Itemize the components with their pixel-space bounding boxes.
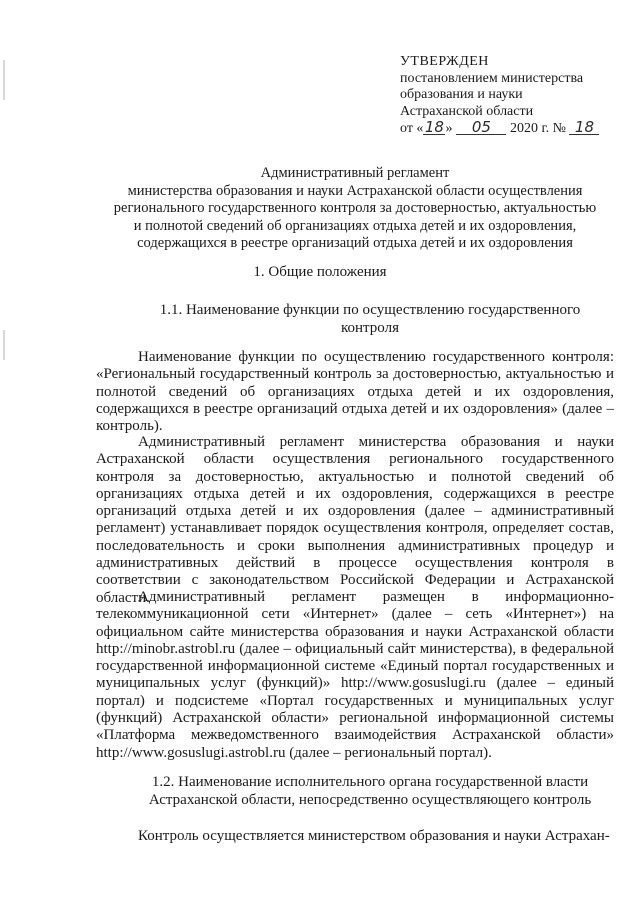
approval-title: УТВЕРЖДЕН xyxy=(400,54,489,69)
regulation-title-line: и полнотой сведений об организациях отдыха детей и их оздоровления, xyxy=(133,217,577,234)
date-mid: » xyxy=(445,121,453,136)
paragraph: Наименование функции по осуществлению государственного контроля: «Региональный государственный контроль за достоверностью, актуальностью и полнотой сведений об организациях отдыха детей и их оздоровления, содержащихся в реестре организаций отдыха детей и их оздоровления» (далее – контроль). xyxy=(96,349,614,435)
handwritten-day: 18 xyxy=(424,118,444,136)
approval-line: образования и науки xyxy=(400,87,523,102)
approval-stamp-block xyxy=(400,54,615,138)
regulation-title-line: регионального государственного контроля за достоверностью, актуальностью xyxy=(113,200,597,216)
paragraph: Контроль осуществляется министерством образования и науки Астрахан- xyxy=(138,828,610,844)
scan-margin-mark xyxy=(3,330,5,360)
approval-line: постановлением министерства xyxy=(400,70,584,86)
paragraph: Административный регламент размещен в информационно-телекоммуникационной сети «Интернет» (далее – сеть «Интернет») на официальном сайте министерства образования и науки Астраханской области http://minobr.astrobl.ru (далее – официальный сайт министерства), в федеральной государственной информационной системе «Единый портал государственных и муниципальных услуг (функций)» http://www.gosuslugi.ru (далее – единый портал) и подсистеме «Портал государственных и муниципальных услуг (функций) Астраханской области» региональной информационной системы «Платформа межведомственного взаимодействия Астраханской области» http://www.gosuslugi.astrobl.ru (далее – региональный портал). xyxy=(96,589,614,761)
regulation-title-line: министерства образования и науки Астраханской области осуществления xyxy=(127,182,583,199)
regulation-title-line: Административный регламент xyxy=(260,165,450,181)
regulation-title xyxy=(96,165,614,253)
subsection-heading: 1.2. Наименование исполнительного органа государственной власти Астраханской области, непосредственно осуществляющего контроль xyxy=(148,774,592,808)
scan-margin-mark xyxy=(3,60,5,100)
subsection-heading: 1.1. Наименование функции по осуществлению государственного контроля xyxy=(159,302,581,336)
date-year: 2020 г. № xyxy=(509,121,566,136)
date-prefix: от « xyxy=(400,121,424,136)
handwritten-month: 05 xyxy=(456,120,506,135)
approval-date-line xyxy=(400,120,615,138)
paragraph: Административный регламент министерства образования и науки Астраханской области осуществления регионального государственного контроля за достоверностью, актуальностью и полнотой сведений об организациях отдыха детей и их оздоровления, содержащихся в реестре организаций отдыха детей и их оздоровления (далее – административный регламент) устанавливает порядок осуществления контроля, определяет состав, последовательность и сроки выполнения административных процедур и административных действий в процессе осуществления контроля в соответствии с законодательством Российской Федерации и Астраханской области. xyxy=(96,434,614,606)
handwritten-number: 18 xyxy=(569,120,599,135)
approval-line: Астраханской области xyxy=(400,103,534,119)
section-heading: 1. Общие положения xyxy=(253,264,387,280)
regulation-title-line: содержащихся в реестре организаций отдыха детей и их оздоровления xyxy=(137,235,573,251)
